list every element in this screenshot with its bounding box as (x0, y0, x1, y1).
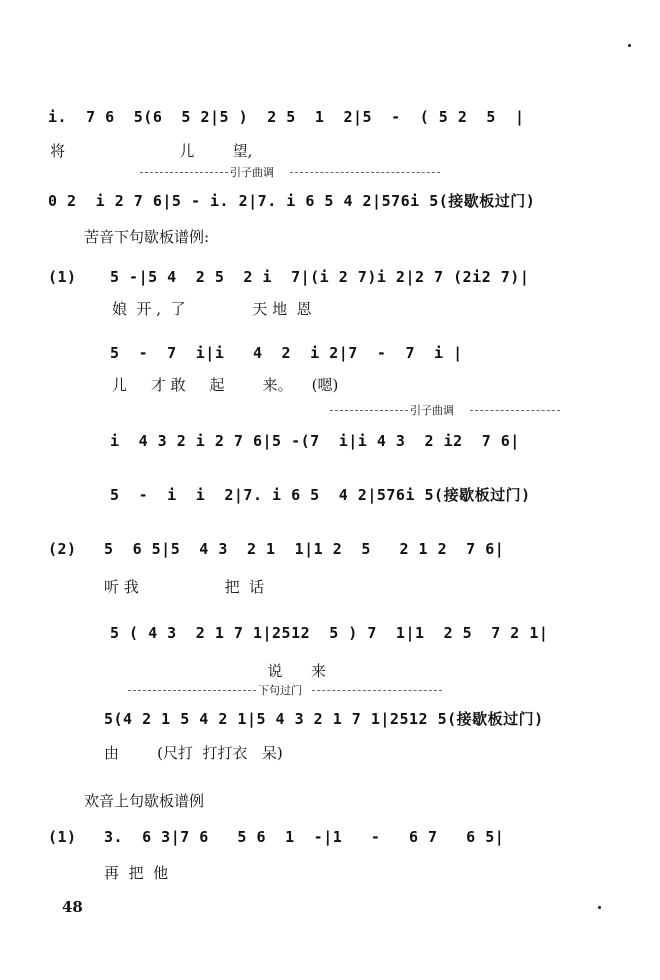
section-heading-2: 欢音上句歇板谱例 (84, 792, 205, 810)
intro-bracket-left (140, 172, 228, 173)
notation-line-4: 5 - 7 i|i 4 2 i 2|7 - 7 i | (110, 344, 463, 362)
lyrics-line-3: 娘 开 , 了 天 地 恩 (112, 300, 312, 318)
example-label-1: (1) (48, 268, 77, 286)
notation-line-8: 5 ( 4 3 2 1 7 1|2512 5 ) 7 1|1 2 5 7 2 1| (110, 624, 549, 642)
notation-line-3: 5 -|5 4 2 5 2 i 7|(i 2 7)i 2|2 7 (2i2 7)| (110, 268, 530, 286)
section-heading-1: 苦音下句歇板谱例: (84, 228, 210, 246)
speck-mark (628, 44, 631, 47)
lyrics-line-1: 将 儿 望, (50, 142, 253, 160)
notation-line-2: 0 2 i 2 7 6|5 - i. 2|7. i 6 5 4 2|576i 5(接歇板过门) (48, 192, 536, 210)
intro-annotation-2: 引子曲调 (410, 404, 454, 417)
notation-line-7: 5 6 5|5 4 3 2 1 1|1 2 5 2 1 2 7 6| (104, 540, 505, 558)
lyrics-line-9: 由 (尺打 打打衣 呆) (104, 744, 283, 762)
notation-line-6: 5 - i i 2|7. i 6 5 4 2|576i 5(接歇板过门) (110, 486, 531, 504)
speck-mark (598, 906, 601, 909)
intro-annotation-1: 引子曲调 (230, 166, 274, 179)
notation-line-1: i. 7 6 5(6 5 2|5 ) 2 5 1 2|5 - ( 5 2 5 | (48, 108, 525, 126)
transition-annotation: 下句过门 (258, 684, 302, 697)
lyrics-line-10: 再 把 他 (104, 864, 169, 882)
notation-line-9: 5(4 2 1 5 4 2 1|5 4 3 2 1 7 1|2512 5(接歇板过门) (104, 710, 544, 728)
example-label-2: (2) (48, 540, 77, 558)
transition-bracket-left (128, 690, 256, 691)
notation-line-10: 3. 6 3|7 6 5 6 1 -|1 - 6 7 6 5| (104, 828, 505, 846)
example-label-3: (1) (48, 828, 77, 846)
intro-bracket-right (290, 172, 440, 173)
transition-bracket-right (312, 690, 442, 691)
intro-bracket-right-2 (470, 410, 560, 411)
notation-line-5: i 4 3 2 i 2 7 6|5 -(7 i|i 4 3 2 i2 7 6| (110, 432, 520, 450)
lyrics-line-8: 说 来 (110, 662, 326, 680)
lyrics-line-7: 听 我 把 话 (104, 578, 265, 596)
lyrics-line-4: 儿 才 敢 起 来。 (嗯) (112, 376, 339, 394)
page-number: 48 (62, 898, 83, 916)
intro-bracket-left-2 (330, 410, 408, 411)
